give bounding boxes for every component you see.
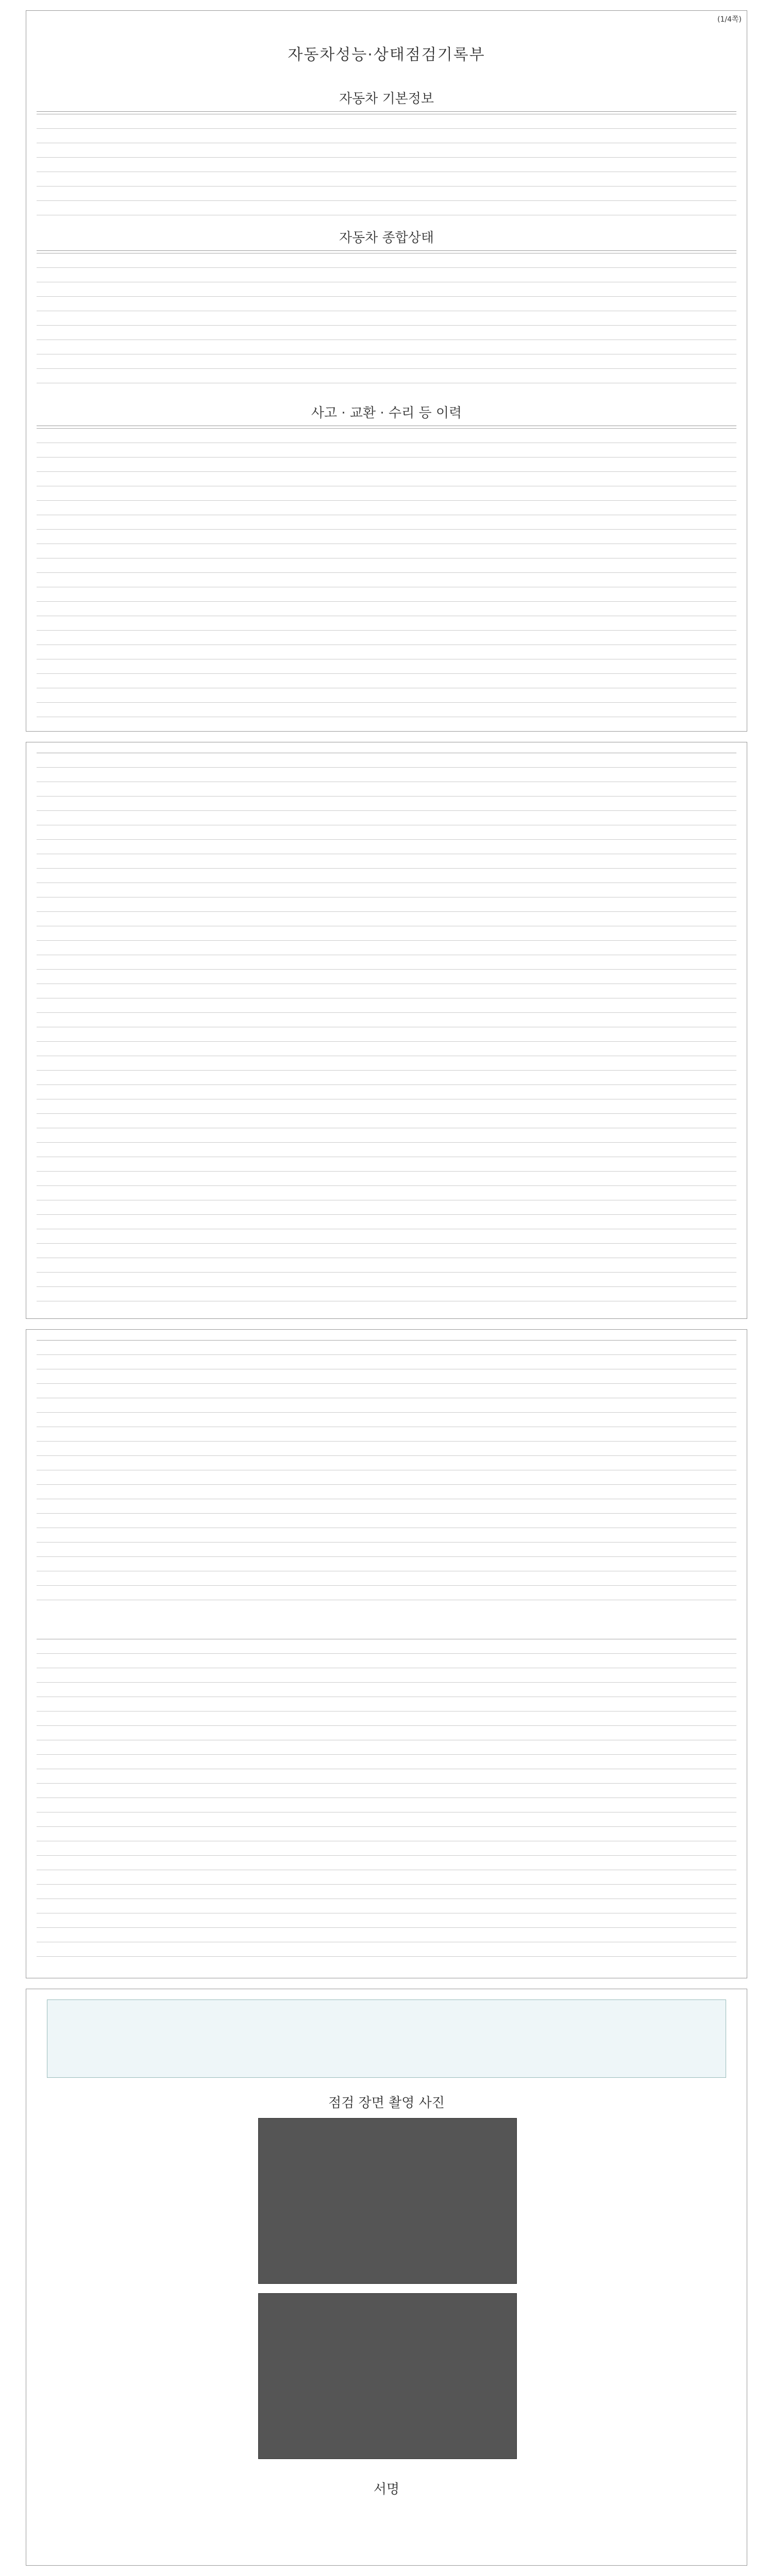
detail-status-table [37,753,736,1310]
photos-heading: 점검 장면 촬영 사진 [328,2095,445,2111]
basic-info-table [37,114,736,217]
page-3 [26,1329,747,1978]
signature-heading: 서명 [373,2482,400,2497]
inspection-photo-1 [258,2118,517,2284]
page-1 [26,10,747,732]
notice-banner [47,1999,726,2078]
general-condition-table [37,253,736,393]
section-general-condition: 자동차 종합상태 [37,227,736,251]
section-accident-history: 사고 · 교환 · 수리 등 이력 [37,402,736,426]
section-basic-info: 자동차 기본정보 [37,88,736,112]
page-label: (1/4쪽) [717,15,742,24]
accident-history-table [37,428,736,717]
page-2 [26,742,747,1319]
other-info-table [37,1340,736,1608]
page-4 [26,1989,747,2566]
document-title: 자동차성능·상태점검기록부 [288,46,485,64]
inspection-photo-2 [258,2293,517,2459]
notes-block [37,1639,736,1969]
